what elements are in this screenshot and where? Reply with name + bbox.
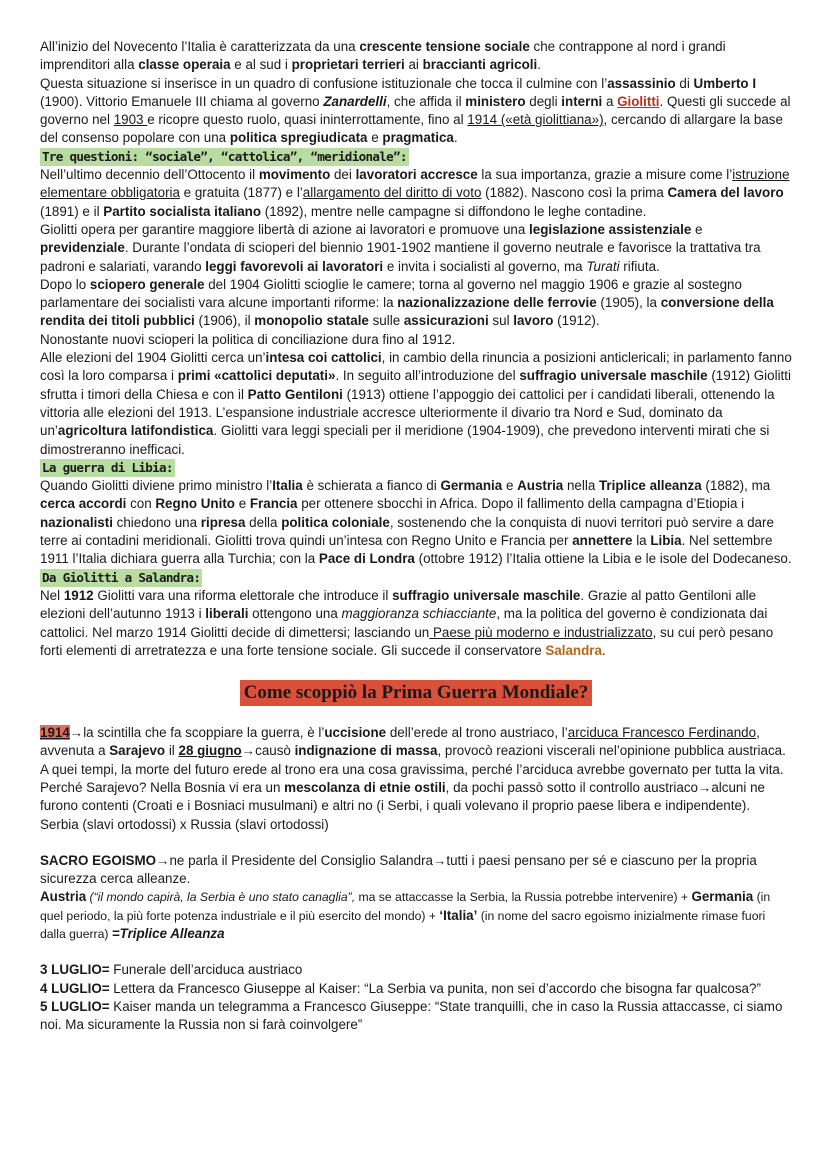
intro-paragraph-1: All’inizio del Novecento l’Italia è caratterizzata da una crescente tensione sociale che contrappone al nord i grandi imprenditori alla classe operaia e al sud i proprietari terrieri ai braccianti agricoli. <box>40 39 726 73</box>
questions-paragraph-5: Alle elezioni del 1904 Giolitti cerca un’intesa coi cattolici, in cambio della rinuncia a posizioni anticlericali; in parlamento fanno così la loro comparsa i primi «cattolici deputati». In seguito all’introduzione del suffragio universale maschile (1912) Giolitti sfrutta i timori della Chiesa e con il Patto Gentiloni (1913) ottiene l’appoggio dei cattolici per i candidati liberali, ottenendo la vittoria alle elezioni del 1913. L’espansione industriale accresce ulteriormente il divario tra Nord e Sud, dominato da un’agricoltura latifondistica. Giolitti vara leggi speciali per il meridione (1904-1909), che prevedono interventi mirati che si dimostreranno inefficaci. <box>40 350 792 457</box>
questions-paragraph-1: Nell’ultimo decennio dell’Ottocento il movimento dei lavoratori accresce la sua importanza, grazie a misure come l’istruzione elementare obbligatoria e gratuita (1877) e l’allargamento del diritto di voto (1882). Nascono così la prima Camera del lavoro (1891) e il Partito socialista italiano (1892), mentre nelle campagne si diffondono le leghe contadine. <box>40 167 790 219</box>
main-title: Come scoppiò la Prima Guerra Mondiale? <box>240 680 593 706</box>
war-paragraph-1: 1914→la scintilla che fa scoppiare la guerra, è l’uccisione dell’erede al trono austriaco, l’arciduca Francesco Ferdinando, avvenuta a Sarajevo il 28 giugno→causò indignazione di massa, provocò reazioni viscerali nel’opinione pubblica austriaca. A quei tempi, la morte del futuro erede al trono era una cosa gravissima, perché l’arciduca avrebbe governato per tutta la vita. <box>40 725 786 777</box>
section-heading-salandra: Da Giolitti a Salandra: <box>40 569 792 587</box>
document-page <box>40 38 792 1035</box>
war-paragraph-2: Perché Sarajevo? Nella Bosnia vi era un mescolanza di etnie ostili, da pochi passò sotto il controllo austriaco→alcuni ne furono contenti (Croati e i Bosniaci musulmani) e altri no (i Serbi, i quali volevano il proprio paese libera e indipendente). <box>40 779 765 814</box>
ego-paragraph-2: Austria (“il mondo capirà, la Serbia è uno stato canaglia”, ma se attaccasse la Serbia, la Russia potrebbe intervenire) + Germania (in quel periodo, la più forte potenza industriale e il più esercito del mondo) + ‘Italia’ (in nome del sacro egoismo inizialmente rimase fuori dalla guerra) =Triplice Alleanza <box>40 889 771 942</box>
salandra-paragraph: Nel 1912 Giolitti vara una riforma elettorale che introduce il suffragio universale maschile. Grazie al patto Gentiloni alle elezioni dell’autunno 1913 i liberali ottengono una maggioranza schiacciante, ma la politica del governo è condizionata dai cattolici. Nel marzo 1914 Giolitti decide di dimettersi; lasciando un Paese più moderno e industrializzato, su cui però pesano forti elementi di arretratezza e una forte tensione sociale. Gli succede il conservatore Salandra. <box>40 587 774 658</box>
libia-paragraph: Quando Giolitti diviene primo ministro l’Italia è schierata a fianco di Germania e Austria nella Triplice alleanza (1882), ma cerca accordi con Regno Unito e Francia per ottenere sbocchi in Africa. Dopo il fallimento della campagna d’Etiopia i nazionalisti chiedono una ripresa della politica coloniale, sostenendo che la conquista di nuovi territori può servire a dare terre ai contadini meridionali. Giolitti trova quindi un’intesa con Regno Unito e Francia per annettere la Libia. Nel settembre 1911 l’Italia dichiara guerra alla Turchia; con la Pace di Londra (ottobre 1912) l’Italia ottiene la Libia e le isole del Dodecaneso. <box>40 478 792 567</box>
questions-paragraph-4: Nonostante nuovi scioperi la politica di conciliazione dura fino al 1912. <box>40 331 456 347</box>
july-5: 5 LUGLIO= Kaiser manda un telegramma a Francesco Giuseppe: “State tranquilli, che in caso la Russia attaccasse, ci siamo noi. Ma sicuramente la Russia non si farà coinvolgere” <box>40 998 783 1033</box>
section-heading-libia: La guerra di Libia: <box>40 459 792 477</box>
intro-paragraph-2: Questa situazione si inserisce in un quadro di confusione istituzionale che tocca il culmine con l’assassinio di Umberto I (1900). Vittorio Emanuele III chiama al governo Zanardelli, che affida il ministero degli interni a Giolitti. Questi gli succede al governo nel 1903 e ricopre questo ruolo, quasi ininterrottamente, fino al 1914 («età giolittiana»), cercando di allargare la base del consenso popolare con una politica spregiudicata e pragmatica. <box>40 75 791 146</box>
questions-paragraph-3: Dopo lo sciopero generale del 1904 Giolitti scioglie le camere; torna al governo nel maggio 1906 e grazie al sostegno parlamentare dei socialisti vara alcune importanti riforme: la nazionalizzazione delle ferrovie (1905), la conversione della rendita dei titoli pubblici (1906), il monopolio statale sulle assicurazioni sul lavoro (1912). <box>40 276 774 329</box>
section-heading-questions: Tre questioni: “sociale”, “cattolica”, “meridionale”: <box>40 148 792 166</box>
spacer <box>40 834 792 852</box>
giolitti-link: Giolitti <box>617 93 660 109</box>
title-wrapper <box>40 680 792 706</box>
ego-paragraph-1: SACRO EGOISMO→ne parla il Presidente del Consiglio Salandra→tutti i paesi pensano per sé e ciascuno per la propria sicurezza cerca alleanze. <box>40 852 757 887</box>
questions-paragraph-2: Giolitti opera per garantire maggiore libertà di azione ai lavoratori e promuove una legislazione assistenziale e previdenziale. Durante l’ondata di scioperi del biennio 1901-1902 mantiene il governo neutrale e favorisce la trattativa tra padroni e salariati, varando leggi favorevoli ai lavoratori e invita i socialisti al governo, ma Turati rifiuta. <box>40 221 761 274</box>
spacer <box>40 943 792 961</box>
war-paragraph-3: Serbia (slavi ortodossi) x Russia (slavi ortodossi) <box>40 816 329 832</box>
july-3: 3 LUGLIO= Funerale dell’arciduca austriaco <box>40 962 303 978</box>
july-4: 4 LUGLIO= Lettera da Francesco Giuseppe al Kaiser: “La Serbia va punita, non sei d’accordo che bisogna far qualcosa?” <box>40 980 761 996</box>
